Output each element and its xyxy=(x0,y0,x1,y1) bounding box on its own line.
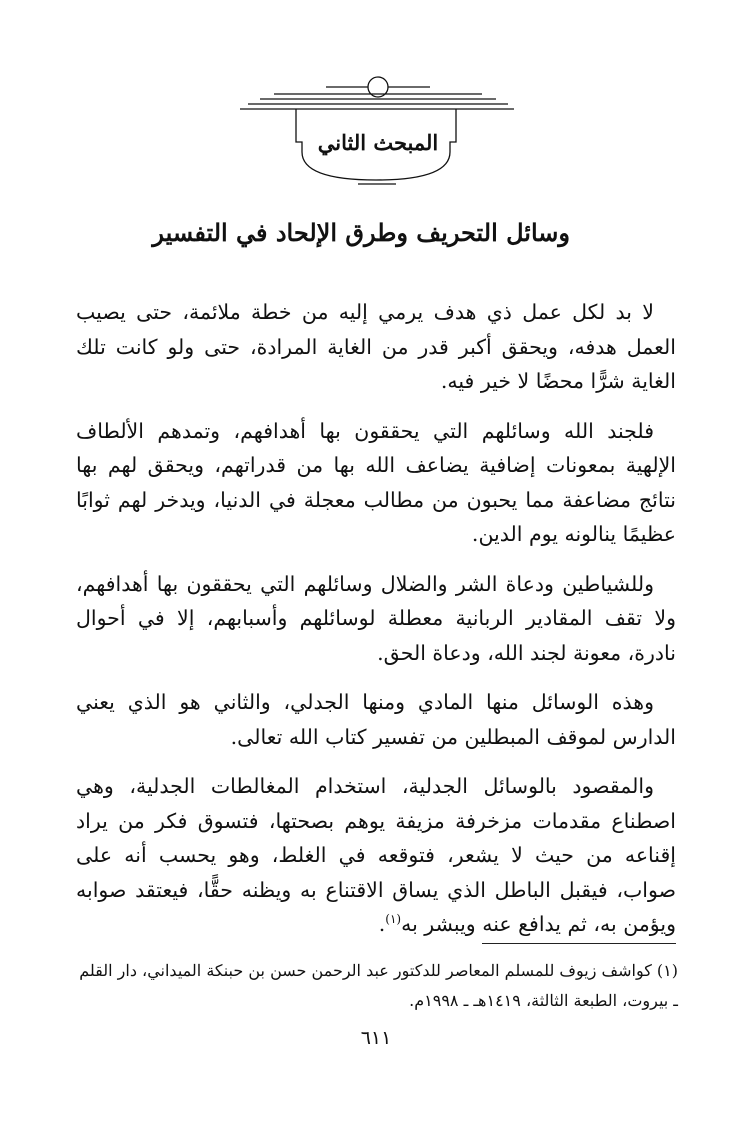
section-label: المبحث الثاني xyxy=(317,130,439,155)
footnote-divider xyxy=(482,943,676,944)
paragraph-5-end: . xyxy=(378,912,386,936)
paragraph-5-text: والمقصود بالوسائل الجدلية، استخدام المغالطات الجدلية، وهي اصطناع مقدمات مزخرفة مزيفة يوهم بصحتها، فتسوق فكر من يراد إقناعه من حيث لا يشعر، فتوقعه في الغلط، وهو يحسب أنه على صواب، فيقبل الباطل الذي يساق الاقتناع به ويظنه حقًّا، فيعتقد صوابه ويؤمن به، ثم يدافع عنه ويبشر به xyxy=(76,774,676,936)
paragraph-5 xyxy=(76,769,676,942)
paragraph-2: فلجند الله وسائلهم التي يحققون بها أهدافهم، وتمدهم الألطاف الإلهية بمعونات إضافية يضاعف الله بها من قدراتهم، ويحقق لهم بها نتائج مضاعفة مما يحبون من مطالب معجلة في الدنيا، ويدخر لهم ثوابًا عظيمًا ينالونه يوم الدين. xyxy=(76,418,676,546)
page-number: ٦١١ xyxy=(360,1027,392,1049)
paragraph-4: وهذه الوسائل منها المادي ومنها الجدلي، والثاني هو الذي يعني الدارس لموقف المبطلين من تفسير كتاب الله تعالى. xyxy=(76,690,676,749)
paragraph-1: لا بد لكل عمل ذي هدف يرمي إليه من خطة ملائمة، حتى يصيب العمل هدفه، ويحقق أكبر قدر من الغاية المرادة، حتى ولو كانت تلك الغاية شرًّا محضًا لا خير فيه. xyxy=(76,300,676,393)
paragraph-3: وللشياطين ودعاة الشر والضلال وسائلهم التي يحققون بها أهدافهم، ولا تقف المقادير الربانية معطلة لوسائلهم وأسبابهم، إلا في أحوال نادرة، معونة لجند الله، ودعاة الحق. xyxy=(76,571,676,665)
section-title: وسائل التحريف وطرق الإلحاد في التفسير xyxy=(152,218,570,247)
footnote-reference[interactable]: (١) xyxy=(385,912,402,927)
body-text xyxy=(76,295,676,957)
footnote: (١) كواشف زيوف للمسلم المعاصر للدكتور عبد الرحمن حسن بن حبنكة الميداني، دار القلم ـ بيروت، الطبعة الثالثة، ١٤١٩هـ ـ ١٩٩٨م. xyxy=(79,961,678,1010)
